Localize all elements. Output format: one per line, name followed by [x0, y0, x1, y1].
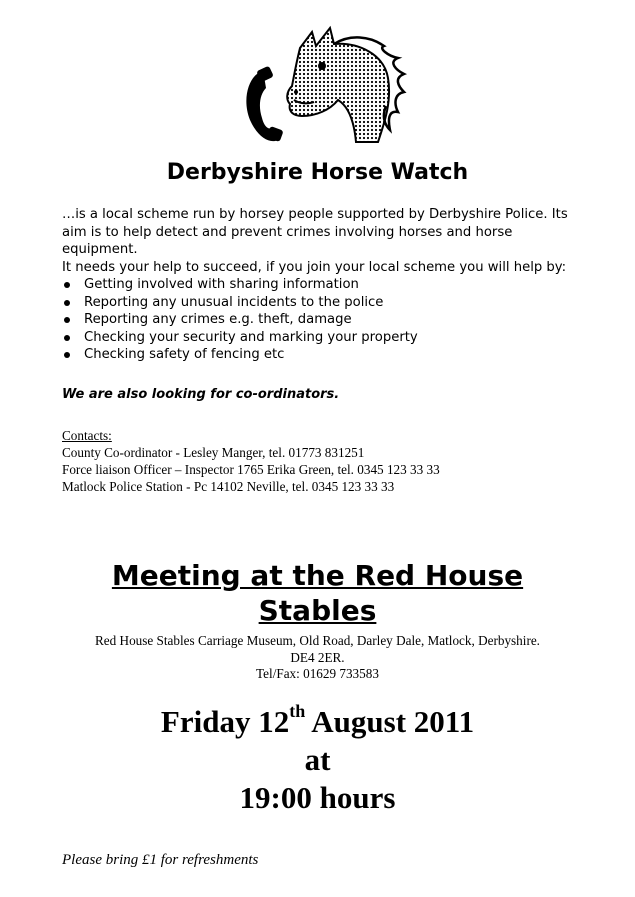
list-item: Reporting any crimes e.g. theft, damage — [62, 311, 582, 329]
list-item: Getting involved with sharing information — [62, 276, 582, 294]
event-at: at — [304, 742, 331, 777]
venue-address — [0, 633, 635, 683]
address-line: Red House Stables Carriage Museum, Old Road, Darley Dale, Matlock, Derbyshire. — [95, 633, 540, 648]
intro-paragraph: …is a local scheme run by horsey people supported by Derbyshire Police. Its aim is to help detect and prevent crimes involving horses and horse equipment. — [62, 207, 568, 257]
contacts-heading: Contacts: — [62, 428, 112, 443]
event-date — [0, 700, 635, 741]
event-datetime — [0, 700, 635, 817]
address-line: DE4 2ER. — [290, 649, 345, 665]
intro-section — [62, 206, 582, 364]
date-suffix: th — [289, 700, 306, 721]
meeting-heading — [0, 558, 635, 628]
meeting-heading-line: Meeting at the Red House — [111, 559, 524, 592]
meeting-heading-line: Stables — [258, 594, 377, 627]
event-time: 19:00 hours — [239, 780, 396, 815]
coordinators-notice: We are also looking for co-ordinators. — [62, 387, 340, 402]
event-day: Friday 12 — [160, 704, 290, 739]
refreshments-note: Please bring £1 for refreshments — [62, 852, 259, 868]
contact-line: Force liaison Officer – Inspector 1765 Erika Green, tel. 0345 123 33 33 — [62, 462, 440, 477]
list-item: Checking safety of fencing etc — [62, 346, 582, 364]
horse-phone-logo — [238, 20, 418, 160]
list-item: Reporting any unusual incidents to the police — [62, 294, 582, 312]
help-list — [62, 276, 582, 364]
address-line: Tel/Fax: 01629 733583 — [256, 666, 379, 681]
contact-line: Matlock Police Station - Pc 14102 Neville, tel. 0345 123 33 33 — [62, 479, 395, 494]
contacts-section — [62, 427, 602, 495]
horse-head-icon — [287, 28, 404, 142]
contact-line: County Co-ordinator - Lesley Manger, tel. 01773 831251 — [62, 445, 365, 460]
telephone-handset-icon — [246, 66, 283, 142]
help-paragraph: It needs your help to succeed, if you join your local scheme you will help by: — [62, 259, 567, 275]
event-month-year: August 2011 — [305, 704, 475, 739]
page-title: Derbyshire Horse Watch — [166, 160, 469, 185]
list-item: Checking your security and marking your property — [62, 329, 582, 347]
